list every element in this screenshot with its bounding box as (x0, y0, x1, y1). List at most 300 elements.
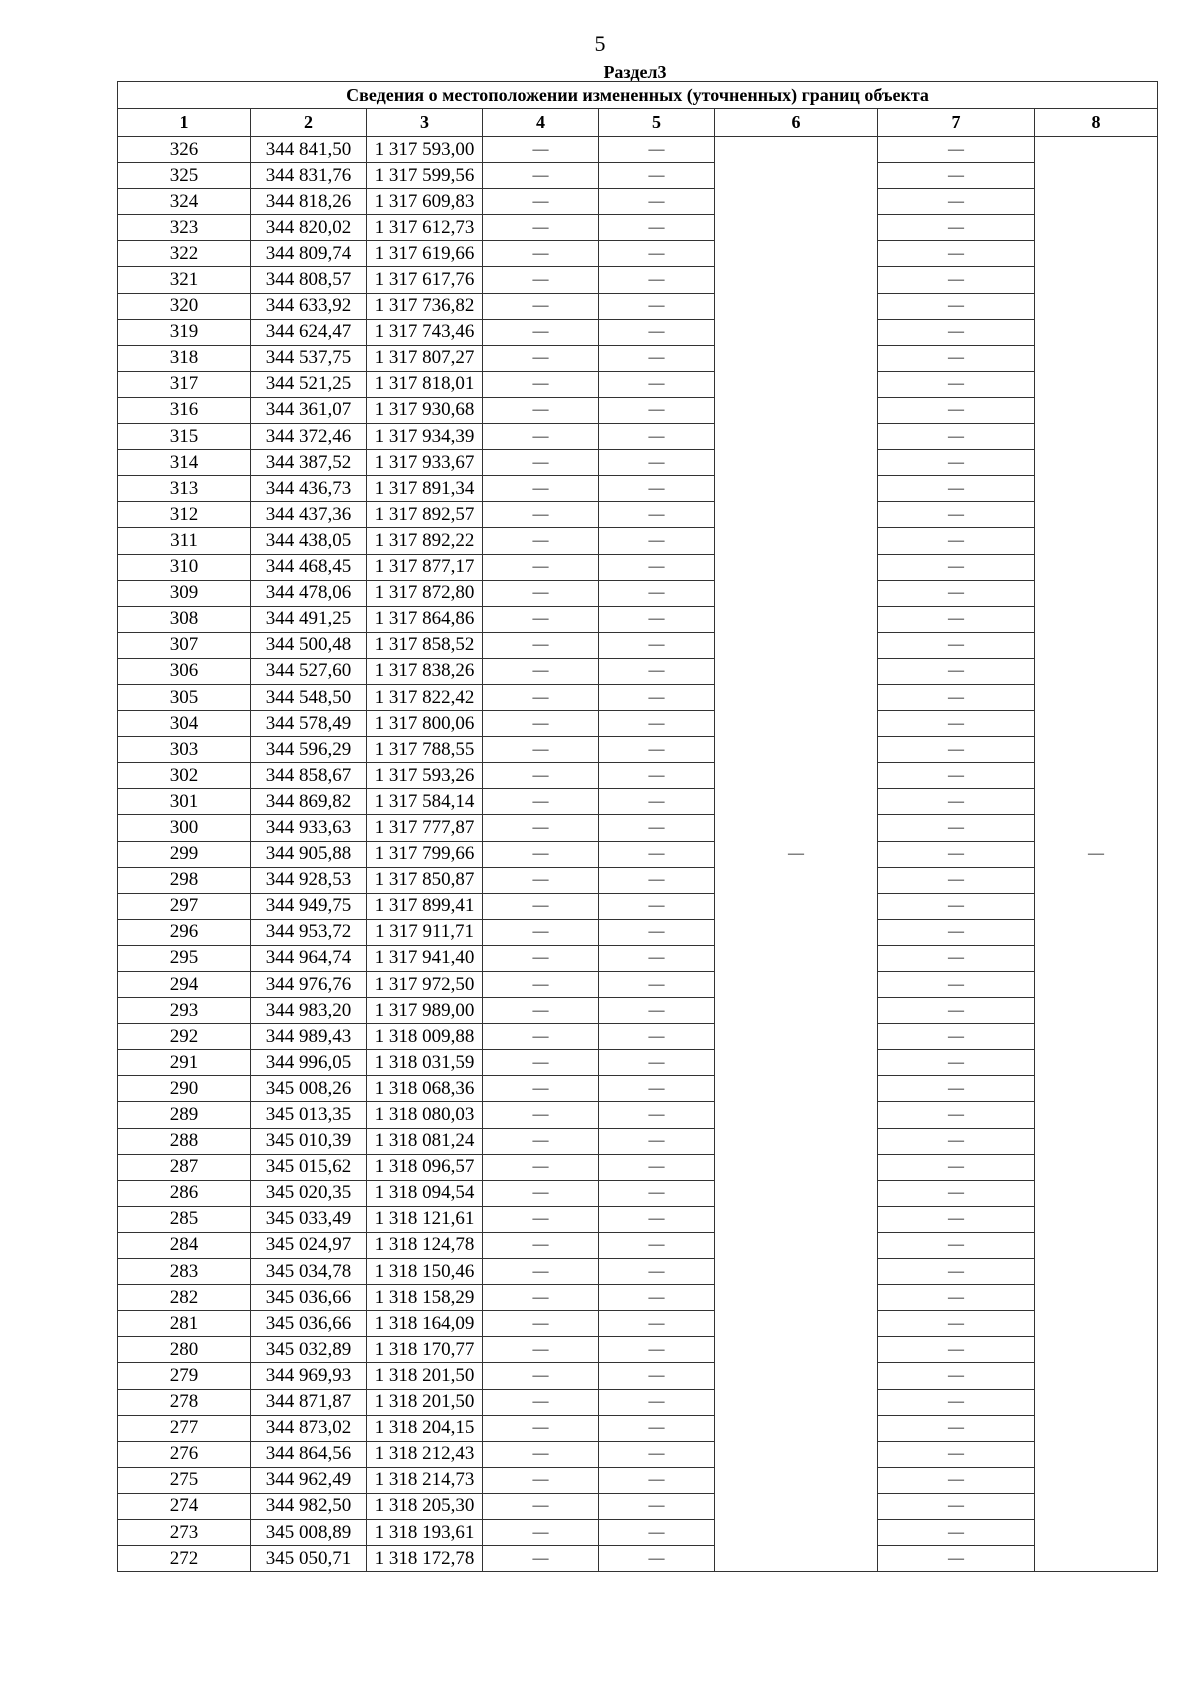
column-5-cell: — (599, 371, 715, 397)
x-coordinate-cell: 344 578,49 (251, 711, 367, 737)
column-4-cell: — (483, 1363, 599, 1389)
column-5-cell: — (599, 1206, 715, 1232)
y-coordinate-cell: 1 318 201,50 (367, 1363, 483, 1389)
x-coordinate-cell: 345 032,89 (251, 1337, 367, 1363)
table-row (118, 893, 1158, 919)
x-coordinate-cell: 344 841,50 (251, 137, 367, 163)
column-4-cell: — (483, 867, 599, 893)
table-row (118, 1076, 1158, 1102)
point-number-cell: 283 (118, 1259, 251, 1285)
point-number-cell: 303 (118, 737, 251, 763)
column-4-cell: — (483, 1180, 599, 1206)
y-coordinate-cell: 1 317 743,46 (367, 319, 483, 345)
x-coordinate-cell: 344 976,76 (251, 972, 367, 998)
point-number-cell: 304 (118, 711, 251, 737)
column-5-cell: — (599, 345, 715, 371)
column-4-cell: — (483, 893, 599, 919)
column-4-cell: — (483, 137, 599, 163)
y-coordinate-cell: 1 317 799,66 (367, 841, 483, 867)
point-number-cell: 302 (118, 763, 251, 789)
y-coordinate-cell: 1 317 617,76 (367, 267, 483, 293)
x-coordinate-cell: 344 478,06 (251, 580, 367, 606)
x-coordinate-cell: 345 008,26 (251, 1076, 367, 1102)
column-7-cell: — (878, 1128, 1035, 1154)
column-5-cell: — (599, 972, 715, 998)
x-coordinate-cell: 344 527,60 (251, 658, 367, 684)
column-7-cell: — (878, 1389, 1035, 1415)
x-coordinate-cell: 344 962,49 (251, 1467, 367, 1493)
column-7-cell: — (878, 1232, 1035, 1258)
y-coordinate-cell: 1 317 800,06 (367, 711, 483, 737)
column-7-cell: — (878, 137, 1035, 163)
column-5-cell: — (599, 267, 715, 293)
column-4-cell: — (483, 1050, 599, 1076)
y-coordinate-cell: 1 317 807,27 (367, 345, 483, 371)
x-coordinate-cell: 344 871,87 (251, 1389, 367, 1415)
y-coordinate-cell: 1 318 094,54 (367, 1180, 483, 1206)
y-coordinate-cell: 1 317 599,56 (367, 163, 483, 189)
column-4-cell: — (483, 163, 599, 189)
x-coordinate-cell: 344 548,50 (251, 684, 367, 710)
column-4-cell: — (483, 319, 599, 345)
table-row (118, 658, 1158, 684)
point-number-cell: 299 (118, 841, 251, 867)
column-4-cell: — (483, 1311, 599, 1337)
column-4-cell: — (483, 1128, 599, 1154)
point-number-cell: 297 (118, 893, 251, 919)
column-4-cell: — (483, 1102, 599, 1128)
point-number-cell: 278 (118, 1389, 251, 1415)
column-5-cell: — (599, 1076, 715, 1102)
y-coordinate-cell: 1 317 989,00 (367, 998, 483, 1024)
table-row (118, 1441, 1158, 1467)
point-number-cell: 301 (118, 789, 251, 815)
point-number-cell: 311 (118, 528, 251, 554)
column-7-cell: — (878, 763, 1035, 789)
table-row (118, 476, 1158, 502)
column-4-cell: — (483, 580, 599, 606)
table-row (118, 711, 1158, 737)
column-5-cell: — (599, 763, 715, 789)
column-5-cell: — (599, 189, 715, 215)
x-coordinate-cell: 344 361,07 (251, 397, 367, 423)
table-row (118, 763, 1158, 789)
table-row (118, 815, 1158, 841)
x-coordinate-cell: 344 624,47 (251, 319, 367, 345)
table-row (118, 1363, 1158, 1389)
table-row (118, 632, 1158, 658)
column-5-cell: — (599, 476, 715, 502)
x-coordinate-cell: 345 008,89 (251, 1519, 367, 1545)
x-coordinate-cell: 344 869,82 (251, 789, 367, 815)
y-coordinate-cell: 1 318 214,73 (367, 1467, 483, 1493)
column-4-cell: — (483, 241, 599, 267)
point-number-cell: 285 (118, 1206, 251, 1232)
column-5-cell: — (599, 1519, 715, 1545)
column-7-cell: — (878, 1415, 1035, 1441)
column-5-cell: — (599, 397, 715, 423)
point-number-cell: 313 (118, 476, 251, 502)
x-coordinate-cell: 344 953,72 (251, 919, 367, 945)
column-7-cell: — (878, 684, 1035, 710)
column-5-cell: — (599, 241, 715, 267)
table-row (118, 319, 1158, 345)
x-coordinate-cell: 344 387,52 (251, 450, 367, 476)
column-7-cell: — (878, 528, 1035, 554)
x-coordinate-cell: 344 438,05 (251, 528, 367, 554)
point-number-cell: 321 (118, 267, 251, 293)
column-5-cell: — (599, 1154, 715, 1180)
column-header: 8 (1035, 109, 1158, 137)
column-7-cell: — (878, 397, 1035, 423)
column-5-cell: — (599, 867, 715, 893)
y-coordinate-cell: 1 318 170,77 (367, 1337, 483, 1363)
table-row (118, 1128, 1158, 1154)
column-7-cell: — (878, 502, 1035, 528)
column-7-cell: — (878, 371, 1035, 397)
point-number-cell: 293 (118, 998, 251, 1024)
column-4-cell: — (483, 424, 599, 450)
table-row (118, 1050, 1158, 1076)
column-7-cell: — (878, 919, 1035, 945)
point-number-cell: 295 (118, 945, 251, 971)
column-7-cell: — (878, 841, 1035, 867)
column-7-cell: — (878, 163, 1035, 189)
column-5-cell: — (599, 450, 715, 476)
column-4-cell: — (483, 1337, 599, 1363)
column-7-cell: — (878, 1154, 1035, 1180)
table-row (118, 345, 1158, 371)
column-7-cell: — (878, 998, 1035, 1024)
y-coordinate-cell: 1 317 788,55 (367, 737, 483, 763)
column-7-cell: — (878, 189, 1035, 215)
column-4-cell: — (483, 606, 599, 632)
y-coordinate-cell: 1 317 899,41 (367, 893, 483, 919)
coordinates-table (117, 81, 1158, 1572)
column-4-cell: — (483, 1519, 599, 1545)
column-4-cell: — (483, 345, 599, 371)
y-coordinate-cell: 1 317 892,57 (367, 502, 483, 528)
point-number-cell: 322 (118, 241, 251, 267)
x-coordinate-cell: 344 969,93 (251, 1363, 367, 1389)
point-number-cell: 314 (118, 450, 251, 476)
point-number-cell: 307 (118, 632, 251, 658)
column-4-cell: — (483, 1546, 599, 1572)
table-row (118, 789, 1158, 815)
column-7-cell: — (878, 1206, 1035, 1232)
column-7-cell: — (878, 1259, 1035, 1285)
table-row (118, 1232, 1158, 1258)
column-header: 4 (483, 109, 599, 137)
y-coordinate-cell: 1 318 164,09 (367, 1311, 483, 1337)
column-header: 1 (118, 109, 251, 137)
table-row (118, 241, 1158, 267)
column-4-cell: — (483, 841, 599, 867)
column-5-cell: — (599, 1180, 715, 1206)
x-coordinate-cell: 344 500,48 (251, 632, 367, 658)
column-5-cell: — (599, 1102, 715, 1128)
point-number-cell: 318 (118, 345, 251, 371)
column-5-cell: — (599, 137, 715, 163)
point-number-cell: 274 (118, 1493, 251, 1519)
column-5-cell: — (599, 632, 715, 658)
point-number-cell: 319 (118, 319, 251, 345)
y-coordinate-cell: 1 317 872,80 (367, 580, 483, 606)
column-4-cell: — (483, 476, 599, 502)
x-coordinate-cell: 344 873,02 (251, 1415, 367, 1441)
point-number-cell: 315 (118, 424, 251, 450)
y-coordinate-cell: 1 318 158,29 (367, 1285, 483, 1311)
y-coordinate-cell: 1 317 891,34 (367, 476, 483, 502)
point-number-cell: 317 (118, 371, 251, 397)
x-coordinate-cell: 345 033,49 (251, 1206, 367, 1232)
y-coordinate-cell: 1 317 593,00 (367, 137, 483, 163)
column-4-cell: — (483, 1259, 599, 1285)
column-5-cell: — (599, 815, 715, 841)
y-coordinate-cell: 1 317 892,22 (367, 528, 483, 554)
point-number-cell: 300 (118, 815, 251, 841)
y-coordinate-cell: 1 318 009,88 (367, 1024, 483, 1050)
point-number-cell: 320 (118, 293, 251, 319)
column-header: 6 (715, 109, 878, 137)
point-number-cell: 291 (118, 1050, 251, 1076)
y-coordinate-cell: 1 318 124,78 (367, 1232, 483, 1258)
x-coordinate-cell: 345 036,66 (251, 1311, 367, 1337)
y-coordinate-cell: 1 318 031,59 (367, 1050, 483, 1076)
y-coordinate-cell: 1 318 121,61 (367, 1206, 483, 1232)
column-5-cell: — (599, 554, 715, 580)
x-coordinate-cell: 345 036,66 (251, 1285, 367, 1311)
y-coordinate-cell: 1 317 777,87 (367, 815, 483, 841)
column-4-cell: — (483, 1154, 599, 1180)
column-4-cell: — (483, 1493, 599, 1519)
y-coordinate-cell: 1 317 609,83 (367, 189, 483, 215)
x-coordinate-cell: 345 034,78 (251, 1259, 367, 1285)
column-5-cell: — (599, 1546, 715, 1572)
point-number-cell: 281 (118, 1311, 251, 1337)
column-5-cell: — (599, 1285, 715, 1311)
y-coordinate-cell: 1 318 212,43 (367, 1441, 483, 1467)
column-5-cell: — (599, 1128, 715, 1154)
point-number-cell: 279 (118, 1363, 251, 1389)
y-coordinate-cell: 1 317 934,39 (367, 424, 483, 450)
column-7-cell: — (878, 1076, 1035, 1102)
point-number-cell: 284 (118, 1232, 251, 1258)
table-row (118, 1493, 1158, 1519)
point-number-cell: 294 (118, 972, 251, 998)
column-5-cell: — (599, 1311, 715, 1337)
table-row (118, 945, 1158, 971)
column-4-cell: — (483, 919, 599, 945)
x-coordinate-cell: 345 024,97 (251, 1232, 367, 1258)
column-7-cell: — (878, 1546, 1035, 1572)
table-row (118, 1415, 1158, 1441)
y-coordinate-cell: 1 318 096,57 (367, 1154, 483, 1180)
column-6-merged-cell: — (715, 137, 878, 1572)
column-7-cell: — (878, 1050, 1035, 1076)
column-7-cell: — (878, 345, 1035, 371)
x-coordinate-cell: 344 809,74 (251, 241, 367, 267)
point-number-cell: 272 (118, 1546, 251, 1572)
y-coordinate-cell: 1 317 930,68 (367, 397, 483, 423)
y-coordinate-cell: 1 318 081,24 (367, 1128, 483, 1154)
table-row (118, 684, 1158, 710)
point-number-cell: 312 (118, 502, 251, 528)
column-7-cell: — (878, 1102, 1035, 1128)
column-5-cell: — (599, 606, 715, 632)
x-coordinate-cell: 344 933,63 (251, 815, 367, 841)
x-coordinate-cell: 345 050,71 (251, 1546, 367, 1572)
column-7-cell: — (878, 267, 1035, 293)
column-5-cell: — (599, 658, 715, 684)
y-coordinate-cell: 1 317 864,86 (367, 606, 483, 632)
column-7-cell: — (878, 319, 1035, 345)
column-7-cell: — (878, 580, 1035, 606)
x-coordinate-cell: 345 015,62 (251, 1154, 367, 1180)
point-number-cell: 275 (118, 1467, 251, 1493)
x-coordinate-cell: 344 820,02 (251, 215, 367, 241)
table-row (118, 867, 1158, 893)
x-coordinate-cell: 344 983,20 (251, 998, 367, 1024)
point-number-cell: 292 (118, 1024, 251, 1050)
point-number-cell: 277 (118, 1415, 251, 1441)
column-4-cell: — (483, 397, 599, 423)
column-7-cell: — (878, 1285, 1035, 1311)
x-coordinate-cell: 345 020,35 (251, 1180, 367, 1206)
table-row (118, 267, 1158, 293)
y-coordinate-cell: 1 318 080,03 (367, 1102, 483, 1128)
y-coordinate-cell: 1 317 818,01 (367, 371, 483, 397)
column-4-cell: — (483, 1232, 599, 1258)
column-5-cell: — (599, 1050, 715, 1076)
table-row (118, 371, 1158, 397)
y-coordinate-cell: 1 318 193,61 (367, 1519, 483, 1545)
column-4-cell: — (483, 1285, 599, 1311)
x-coordinate-cell: 344 491,25 (251, 606, 367, 632)
column-5-cell: — (599, 1363, 715, 1389)
table-row (118, 998, 1158, 1024)
column-5-cell: — (599, 998, 715, 1024)
x-coordinate-cell: 344 537,75 (251, 345, 367, 371)
point-number-cell: 280 (118, 1337, 251, 1363)
column-5-cell: — (599, 580, 715, 606)
table-row (118, 528, 1158, 554)
y-coordinate-cell: 1 317 619,66 (367, 241, 483, 267)
column-7-cell: — (878, 293, 1035, 319)
column-4-cell: — (483, 711, 599, 737)
point-number-cell: 282 (118, 1285, 251, 1311)
table-row (118, 1102, 1158, 1128)
column-4-cell: — (483, 972, 599, 998)
column-7-cell: — (878, 658, 1035, 684)
table-row (118, 919, 1158, 945)
point-number-cell: 305 (118, 684, 251, 710)
column-5-cell: — (599, 1232, 715, 1258)
column-7-cell: — (878, 1311, 1035, 1337)
point-number-cell: 296 (118, 919, 251, 945)
table-row (118, 1546, 1158, 1572)
page-number: 5 (594, 31, 606, 56)
column-7-cell: — (878, 1467, 1035, 1493)
column-5-cell: — (599, 1389, 715, 1415)
column-5-cell: — (599, 1467, 715, 1493)
column-5-cell: — (599, 1337, 715, 1363)
column-4-cell: — (483, 658, 599, 684)
table-row (118, 1519, 1158, 1545)
column-header: 2 (251, 109, 367, 137)
point-number-cell: 276 (118, 1441, 251, 1467)
y-coordinate-cell: 1 318 068,36 (367, 1076, 483, 1102)
y-coordinate-cell: 1 318 172,78 (367, 1546, 483, 1572)
section-title: Раздел3 (603, 62, 667, 82)
point-number-cell: 324 (118, 189, 251, 215)
column-header: 5 (599, 109, 715, 137)
column-4-cell: — (483, 684, 599, 710)
column-5-cell: — (599, 502, 715, 528)
column-4-cell: — (483, 1206, 599, 1232)
column-header: 3 (367, 109, 483, 137)
table-row (118, 1206, 1158, 1232)
point-number-cell: 325 (118, 163, 251, 189)
table-row (118, 606, 1158, 632)
x-coordinate-cell: 344 521,25 (251, 371, 367, 397)
table-row (118, 502, 1158, 528)
y-coordinate-cell: 1 318 201,50 (367, 1389, 483, 1415)
column-5-cell: — (599, 319, 715, 345)
table-row (118, 450, 1158, 476)
column-5-cell: — (599, 919, 715, 945)
y-coordinate-cell: 1 317 972,50 (367, 972, 483, 998)
point-number-cell: 288 (118, 1128, 251, 1154)
point-number-cell: 298 (118, 867, 251, 893)
column-4-cell: — (483, 789, 599, 815)
column-5-cell: — (599, 215, 715, 241)
point-number-cell: 316 (118, 397, 251, 423)
column-5-cell: — (599, 163, 715, 189)
column-7-cell: — (878, 606, 1035, 632)
column-4-cell: — (483, 1024, 599, 1050)
column-4-cell: — (483, 450, 599, 476)
y-coordinate-cell: 1 317 941,40 (367, 945, 483, 971)
column-header-row (118, 109, 1158, 137)
y-coordinate-cell: 1 317 593,26 (367, 763, 483, 789)
point-number-cell: 286 (118, 1180, 251, 1206)
column-4-cell: — (483, 502, 599, 528)
column-5-cell: — (599, 424, 715, 450)
column-7-cell: — (878, 215, 1035, 241)
x-coordinate-cell: 344 372,46 (251, 424, 367, 450)
y-coordinate-cell: 1 317 838,26 (367, 658, 483, 684)
table-row (118, 397, 1158, 423)
y-coordinate-cell: 1 317 584,14 (367, 789, 483, 815)
column-8-merged-cell: — (1035, 137, 1158, 1572)
x-coordinate-cell: 344 633,92 (251, 293, 367, 319)
column-4-cell: — (483, 1389, 599, 1415)
x-coordinate-cell: 344 831,76 (251, 163, 367, 189)
point-number-cell: 323 (118, 215, 251, 241)
x-coordinate-cell: 345 013,35 (251, 1102, 367, 1128)
table-caption: Сведения о местоположении измененных (уточненных) границ объекта (118, 82, 1158, 109)
x-coordinate-cell: 344 436,73 (251, 476, 367, 502)
column-5-cell: — (599, 789, 715, 815)
column-header: 7 (878, 109, 1035, 137)
point-number-cell: 289 (118, 1102, 251, 1128)
column-4-cell: — (483, 267, 599, 293)
column-7-cell: — (878, 711, 1035, 737)
x-coordinate-cell: 344 864,56 (251, 1441, 367, 1467)
column-7-cell: — (878, 737, 1035, 763)
column-5-cell: — (599, 1259, 715, 1285)
